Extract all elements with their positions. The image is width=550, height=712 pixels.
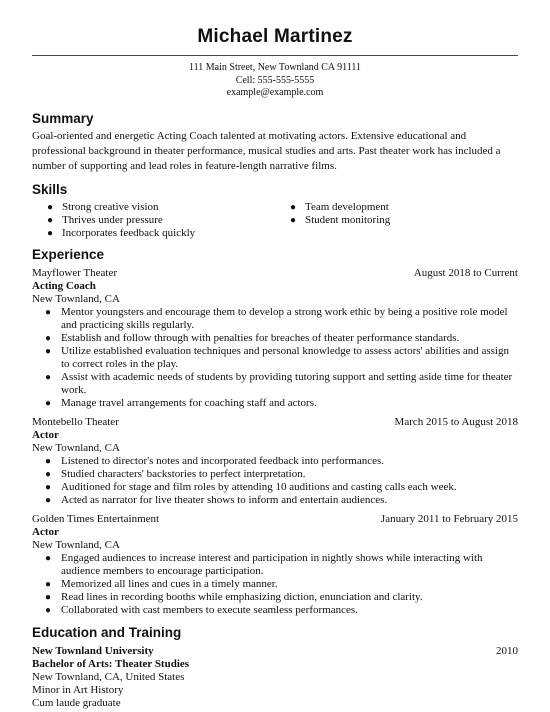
- duty-item: ● Auditioned for stage and film roles by attending 10 auditions and casting calls each week.: [45, 480, 457, 493]
- school-name: New Townland University: [32, 644, 154, 657]
- job-duties: [44, 306, 518, 410]
- summary-text: Goal-oriented and energetic Acting Coach talented at motivating actors. Extensive educational and professional background in theater performance, musical studies and arts. Past theater work has included a number of supporting and lead roles in feature-length narrative films.: [32, 129, 501, 172]
- skills-column-left: [32, 201, 275, 240]
- skill-item: ● Incorporates feedback quickly: [47, 226, 196, 239]
- job-title: Actor: [32, 428, 59, 441]
- duty-item: ● Manage travel arrangements for coaching staff and actors.: [45, 396, 317, 409]
- duty-item: ● Read lines in recording booths while emphasizing diction, enunciation and clarity.: [45, 590, 423, 603]
- job-dates: March 2015 to August 2018: [394, 415, 518, 428]
- skills-column-right: [275, 201, 518, 240]
- candidate-name: Michael Martinez: [197, 26, 353, 47]
- email[interactable]: example@example.com: [226, 87, 324, 98]
- job-entry: [32, 512, 518, 617]
- duty-item: ● Collaborated with cast members to execute seamless performances.: [45, 603, 358, 616]
- duty-item: ● Studied characters' backstories to perfect interpretation.: [45, 467, 306, 480]
- job-location: New Townland, CA: [32, 441, 120, 454]
- job-duties: [44, 552, 518, 617]
- duty-item: ● Assist with academic needs of students by providing tutoring support and setting aside time for theater work.: [45, 370, 513, 396]
- graduation-year: 2010: [496, 644, 518, 657]
- degree: Bachelor of Arts: Theater Studies: [32, 657, 190, 670]
- company-name: Mayflower Theater: [32, 266, 118, 279]
- job-location: New Townland, CA: [32, 292, 120, 305]
- section-title-skills: Skills: [32, 181, 68, 197]
- job-title: Actor: [32, 525, 59, 538]
- duty-item: ● Acted as narrator for live theater shows to inform and entertain audiences.: [45, 493, 388, 506]
- section-title-summary: Summary: [32, 110, 94, 126]
- duty-item: ● Utilize established evaluation techniques and personal knowledge to assess actors' abilities and assign to correct roles in the play.: [45, 344, 509, 370]
- skill-item: ● Student monitoring: [290, 213, 391, 226]
- duty-item: ● Mentor youngsters and encourage them to develop a strong work ethic by being a positive role model and practicing skills regularly.: [45, 305, 508, 331]
- skills-list: [32, 201, 518, 240]
- duty-item: ● Listened to director's notes and incorporated feedback into performances.: [45, 454, 384, 467]
- section-title-experience: Experience: [32, 246, 105, 262]
- skill-item: ● Strong creative vision: [47, 200, 159, 213]
- duty-item: ● Establish and follow through with penalties for breaches of theater performance standards.: [45, 331, 460, 344]
- job-dates: January 2011 to February 2015: [380, 512, 518, 525]
- school-location: New Townland, CA, United States: [32, 670, 185, 683]
- minor: Minor in Art History: [32, 683, 124, 696]
- job-entry: [32, 266, 518, 410]
- job-dates: August 2018 to Current: [413, 266, 518, 279]
- header-divider: [32, 55, 518, 56]
- skill-item: ● Thrives under pressure: [47, 213, 163, 226]
- section-title-education: Education and Training: [32, 624, 182, 640]
- company-name: Montebello Theater: [32, 415, 119, 428]
- phone: Cell: 555-555-5555: [235, 74, 315, 86]
- company-name: Golden Times Entertainment: [32, 512, 160, 525]
- address: 111 Main Street, New Townland CA 91111: [189, 62, 361, 73]
- job-title: Acting Coach: [32, 279, 96, 292]
- contact-block: [32, 62, 518, 100]
- job-location: New Townland, CA: [32, 538, 120, 551]
- duty-item: ● Memorized all lines and cues in a timely manner.: [45, 577, 278, 590]
- job-duties: [44, 455, 518, 507]
- job-entry: [32, 415, 518, 507]
- honors: Cum laude graduate: [32, 696, 121, 709]
- skill-item: ● Team development: [290, 200, 389, 213]
- duty-item: ● Engaged audiences to increase interest and participation in nightly shows while interacting with audience members to encourage participation.: [45, 551, 483, 577]
